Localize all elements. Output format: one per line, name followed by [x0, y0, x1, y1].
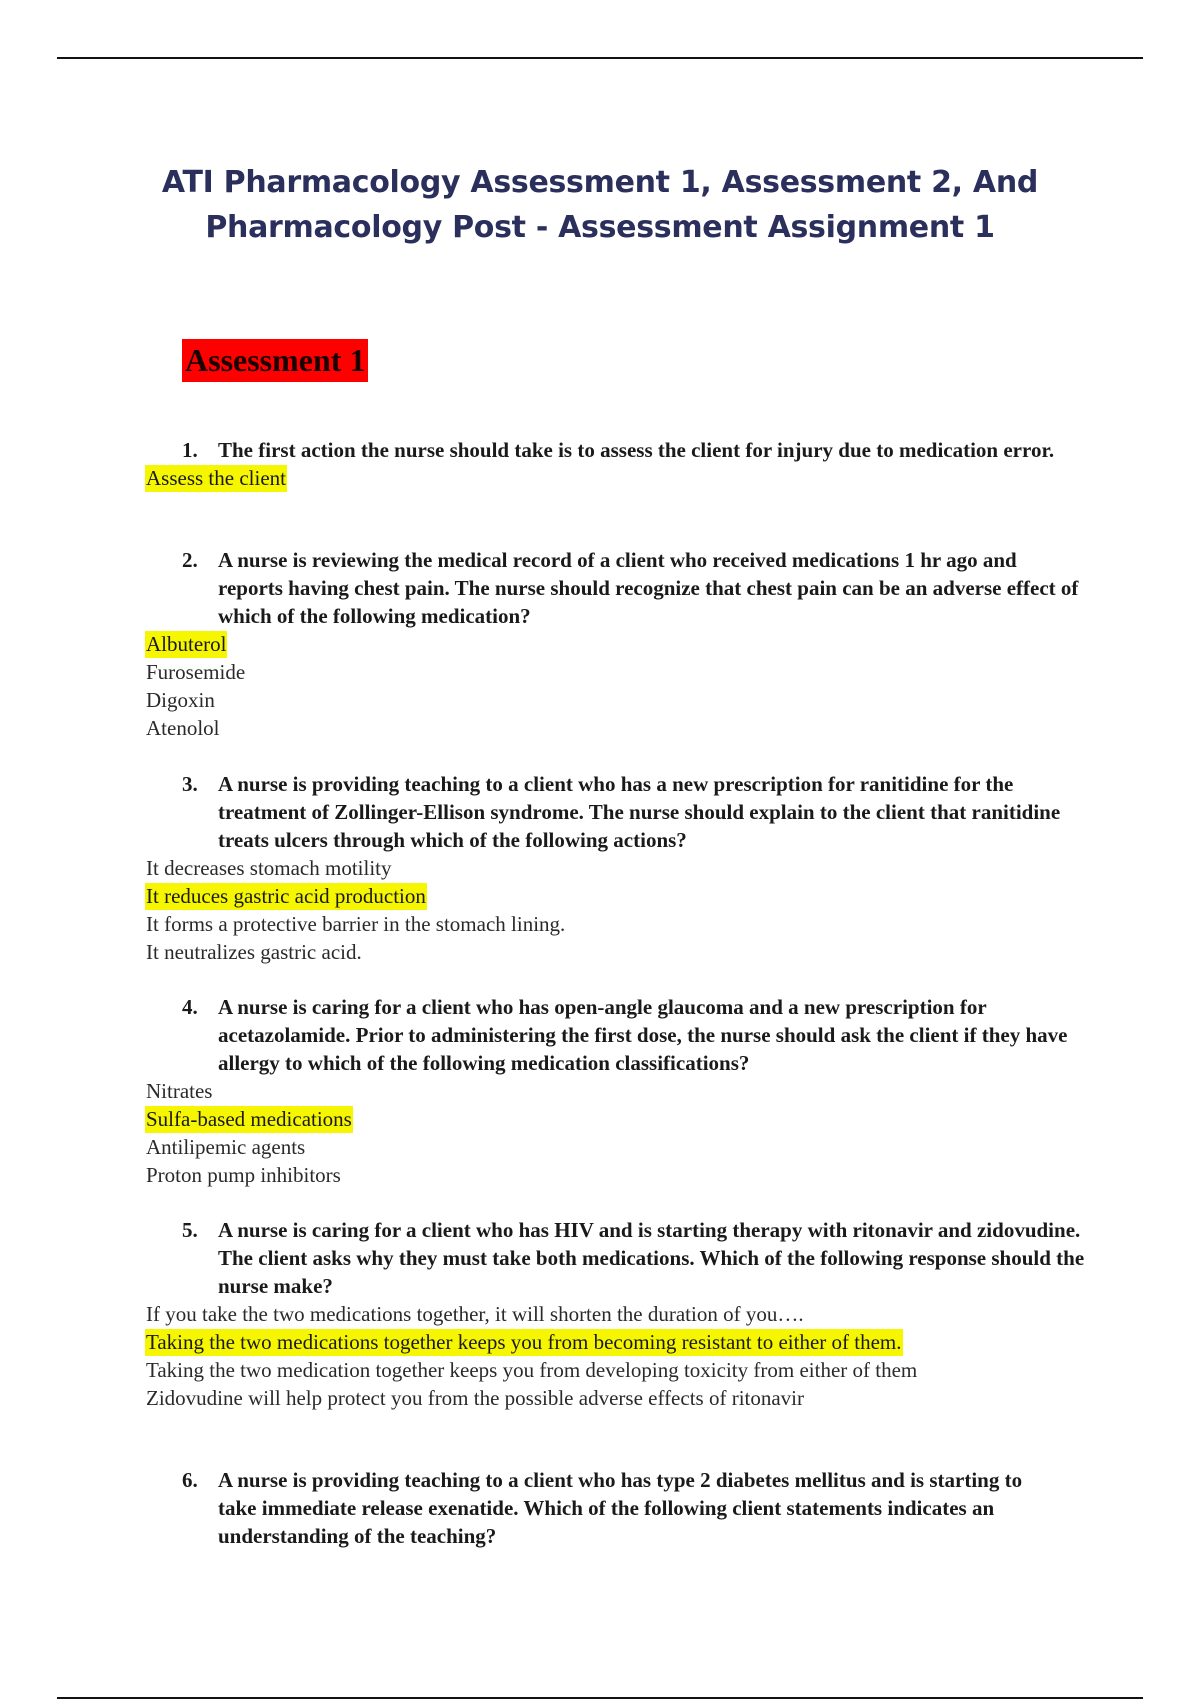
question-stem — [145, 993, 1085, 1077]
question-number: 3. — [182, 772, 198, 796]
answer-option: Proton pump inhibitors — [146, 1163, 341, 1187]
question-2 — [145, 546, 1085, 742]
answer-options — [145, 1300, 1105, 1412]
answer-option: If you take the two medications together, it will shorten the duration of you…. — [146, 1302, 804, 1326]
question-number: 1. — [182, 438, 198, 462]
answer-option-correct: It reduces gastric acid production — [146, 884, 426, 908]
answer-option-correct: Taking the two medications together keeps you from becoming resistant to either of them. — [146, 1330, 902, 1354]
question-stem — [145, 770, 1085, 854]
answer-options — [145, 854, 1085, 966]
answer-option: Zidovudine will help protect you from the possible adverse effects of ritonavir — [146, 1386, 805, 1410]
question-text: A nurse is providing teaching to a client who has type 2 diabetes mellitus and is starting to take immediate release exenatide. Which of the following client statements indicates an understanding of the teaching? — [218, 1468, 1023, 1548]
question-1 — [145, 436, 1085, 492]
answer-option: Nitrates — [146, 1079, 213, 1103]
question-stem — [145, 1216, 1105, 1300]
question-number: 5. — [182, 1218, 198, 1242]
question-number: 4. — [182, 995, 198, 1019]
question-text: A nurse is reviewing the medical record of a client who received medications 1 hr ago and reports having chest pain. The nurse should recognize that chest pain can be an adverse effect of which of the following medication? — [218, 548, 1079, 628]
answer-option: Digoxin — [146, 688, 215, 712]
answer-option-correct: Sulfa-based medications — [146, 1107, 352, 1131]
answer-option-correct: Assess the client — [146, 466, 286, 490]
answer-option: It forms a protective barrier in the stomach lining. — [146, 912, 566, 936]
question-stem — [145, 546, 1085, 630]
question-stem — [145, 436, 1085, 464]
answer-option: It decreases stomach motility — [146, 856, 392, 880]
question-4 — [145, 993, 1085, 1189]
question-stem — [145, 1466, 1045, 1550]
question-5 — [145, 1216, 1105, 1412]
question-text: A nurse is providing teaching to a client who has a new prescription for ranitidine for the treatment of Zollinger-Ellison syndrome. The nurse should explain to the client that ranitidine treats ulcers through which of the following actions? — [218, 772, 1061, 852]
question-text: A nurse is caring for a client who has HIV and is starting therapy with ritonavir and zidovudine. The client asks why they must take both medications. Which of the following response should the nurse make? — [218, 1218, 1085, 1298]
answer-options — [145, 464, 1085, 492]
question-text: The first action the nurse should take is to assess the client for injury due to medication error. — [218, 438, 1055, 462]
section-heading-assessment-1: Assessment 1 — [182, 339, 368, 382]
answer-option: Atenolol — [146, 716, 220, 740]
top-horizontal-rule — [57, 57, 1143, 59]
answer-options — [145, 630, 1085, 742]
answer-options — [145, 1077, 1085, 1189]
answer-option: Furosemide — [146, 660, 246, 684]
answer-option-correct: Albuterol — [146, 632, 227, 656]
answer-option: Taking the two medication together keeps you from developing toxicity from either of them — [146, 1358, 918, 1382]
question-text: A nurse is caring for a client who has open-angle glaucoma and a new prescription for acetazolamide. Prior to administering the first dose, the nurse should ask the client if they have allergy to which of the following medication classifications? — [218, 995, 1068, 1075]
question-6 — [145, 1466, 1045, 1550]
bottom-horizontal-rule — [57, 1697, 1143, 1699]
answer-option: Antilipemic agents — [146, 1135, 306, 1159]
question-3 — [145, 770, 1085, 966]
document-title: ATI Pharmacology Assessment 1, Assessment 2, And Pharmacology Post - Assessment Assignment 1 — [161, 165, 1039, 246]
question-number: 2. — [182, 548, 198, 572]
answer-option: It neutralizes gastric acid. — [146, 940, 362, 964]
question-number: 6. — [182, 1468, 198, 1492]
